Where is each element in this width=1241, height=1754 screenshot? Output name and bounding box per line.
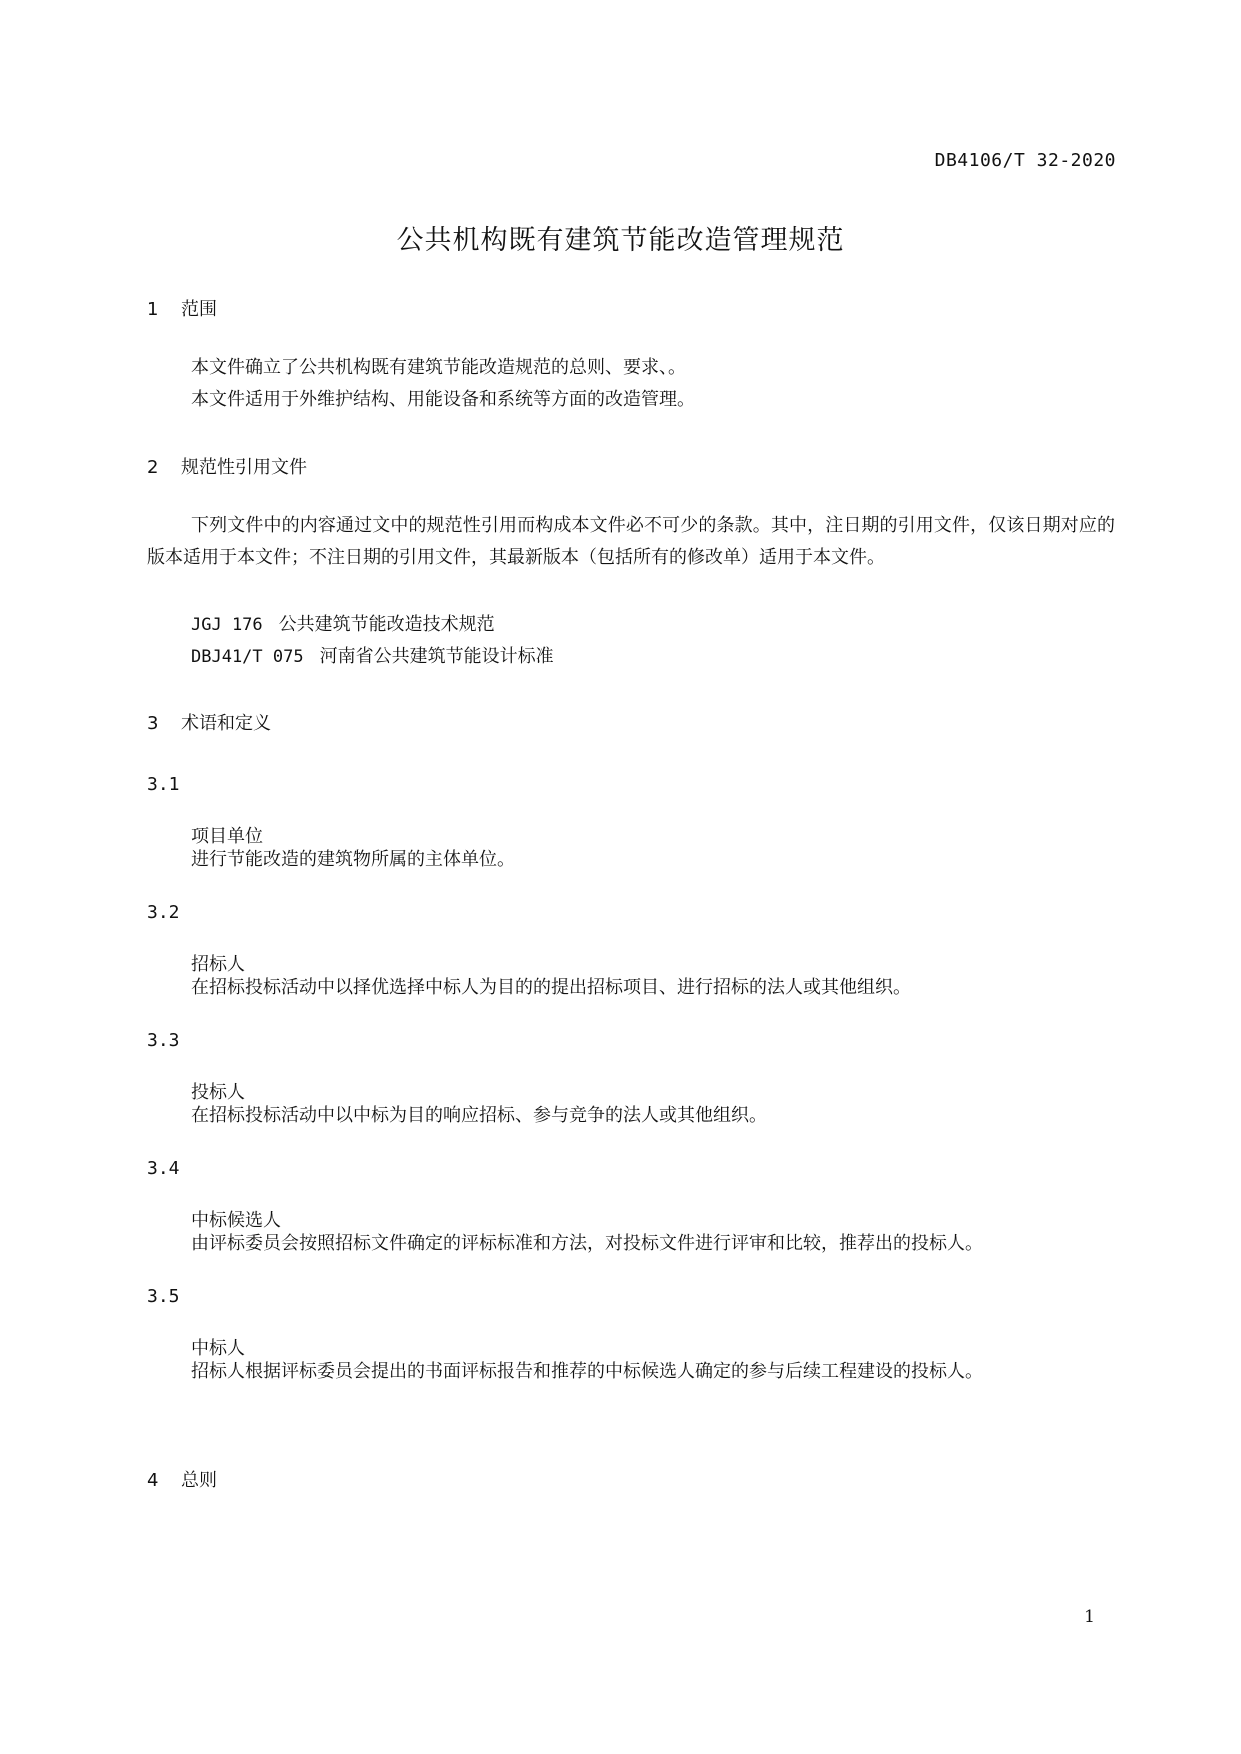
document-code: DB4106/T 32-2020 — [934, 150, 1116, 171]
section-4-heading — [147, 1466, 217, 1492]
section-number: 3 — [147, 713, 159, 734]
reference-code: JGJ 176 — [191, 615, 263, 635]
term-definition: 在招标投标活动中以择优选择中标人为目的的提出招标项目、进行招标的法人或其他组织。 — [191, 977, 911, 998]
section-title: 规范性引用文件 — [181, 457, 307, 478]
term-name: 投标人 — [191, 1082, 245, 1103]
section-2-heading — [147, 453, 307, 479]
clause-number: 3.2 — [147, 902, 180, 923]
term-definition: 由评标委员会按照招标文件确定的评标标准和方法，对投标文件进行评审和比较，推荐出的投标人。 — [191, 1233, 983, 1254]
section-number: 4 — [147, 1470, 159, 1491]
clause-number: 3.5 — [147, 1286, 180, 1307]
section-number: 1 — [147, 299, 159, 320]
term-definition: 进行节能改造的建筑物所属的主体单位。 — [191, 849, 515, 870]
normative-references-intro: 下列文件中的内容通过文中的规范性引用而构成本文件必不可少的条款。其中，注日期的引用文件，仅该日期对应的版本适用于本文件；不注日期的引用文件，其最新版本（包括所有的修改单）适用于本文件。 — [147, 515, 1115, 568]
term-name: 中标候选人 — [191, 1210, 281, 1231]
clause-number: 3.3 — [147, 1030, 180, 1051]
reference-item — [191, 609, 495, 641]
section-1-heading — [147, 295, 217, 321]
section-number: 2 — [147, 457, 159, 478]
document-title: 公共机构既有建筑节能改造管理规范 — [396, 225, 845, 256]
reference-code: DBJ41/T 075 — [191, 647, 304, 667]
scope-paragraph-2: 本文件适用于外维护结构、用能设备和系统等方面的改造管理。 — [191, 389, 695, 410]
section-title: 术语和定义 — [181, 713, 271, 734]
section-title: 范围 — [181, 299, 217, 320]
term-definition: 在招标投标活动中以中标为目的响应招标、参与竞争的法人或其他组织。 — [191, 1105, 767, 1126]
clause-number: 3.1 — [147, 774, 180, 795]
term-name: 中标人 — [191, 1338, 245, 1359]
clause-number: 3.4 — [147, 1158, 180, 1179]
reference-title: 公共建筑节能改造技术规范 — [278, 614, 495, 635]
reference-item — [191, 641, 554, 673]
scope-paragraph-1: 本文件确立了公共机构既有建筑节能改造规范的总则、要求、。 — [191, 357, 686, 378]
reference-title: 河南省公共建筑节能设计标准 — [319, 646, 554, 667]
page-number: 1 — [1084, 1607, 1095, 1627]
term-name: 招标人 — [191, 954, 245, 975]
term-name: 项目单位 — [191, 826, 263, 847]
section-3-heading — [147, 709, 271, 735]
term-definition: 招标人根据评标委员会提出的书面评标报告和推荐的中标候选人确定的参与后续工程建设的投标人。 — [191, 1361, 983, 1382]
section-title: 总则 — [181, 1470, 217, 1491]
